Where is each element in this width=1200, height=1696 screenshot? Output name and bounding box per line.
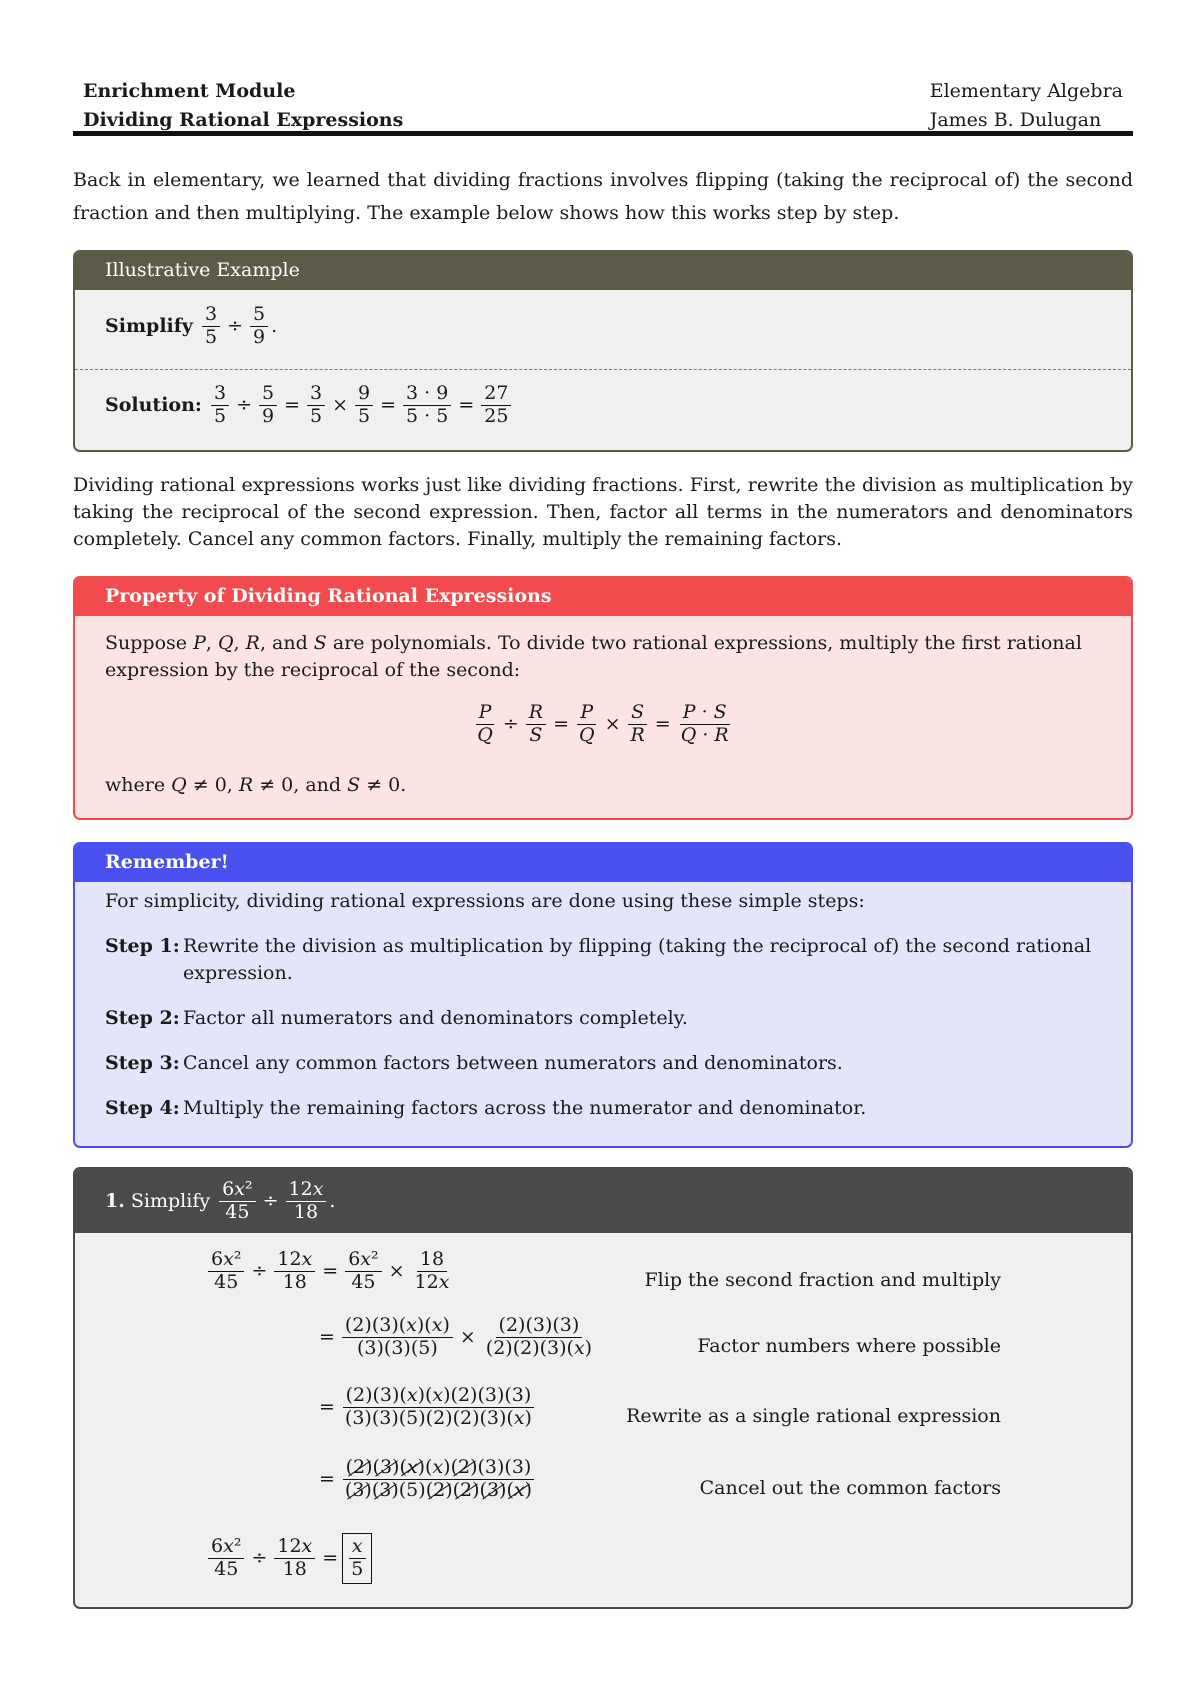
header-left xyxy=(83,77,403,135)
work-step-3: = $\frac{(2)(3)(x)(x)(2)(3)(3)}{(3)(3)(5)(2)(2)(3)(x)}$ xyxy=(315,1385,538,1430)
page-header xyxy=(73,74,1133,134)
property-title: Property of Dividing Rational Expressions xyxy=(75,578,1131,616)
illustrative-solution: Solution: $\frac{3}{5}$ ÷ $\frac{5}{9}$ = $\frac{3}{5}$ × $\frac{9}{5}$ = $\frac{3 \cdot 9}{5 \cdot 5}$ = $\frac{27}{25}$ xyxy=(105,383,514,428)
solution-label: Solution: xyxy=(105,394,202,417)
course-label: Elementary Algebra xyxy=(929,80,1123,102)
illustrative-example-box xyxy=(73,250,1133,452)
author-label: James B. Dulugan xyxy=(929,109,1102,131)
header-right xyxy=(930,77,1123,135)
step-2: Step 2: Factor all numerators and denominators completely. xyxy=(105,1007,688,1029)
note-3: Rewrite as a single rational expression xyxy=(626,1405,1001,1427)
work-step-4: = $\frac{(2)(3)(x)(x)(2)(3)(3)}{(3)(3)(5)(2)(2)(3)(x)}$ xyxy=(315,1457,538,1502)
work-step-1: $\frac{\text{6x²}}{45}$ ÷ $\frac{12x}{18}$ = $\frac{\text{6x²}}{45}$ × $\frac{18}{12x}$ xyxy=(205,1249,455,1294)
note-4: Cancel out the common factors xyxy=(699,1477,1001,1499)
remember-box xyxy=(73,842,1133,1148)
boxed-answer: $\frac{x}{5}$ xyxy=(342,1533,372,1584)
step-3: Step 3: Cancel any common factors between numerators and denominators. xyxy=(105,1052,843,1074)
remember-title: Remember! xyxy=(75,844,1131,882)
explanation-paragraph: Dividing rational expressions works just like dividing fractions. First, rewrite the division as multiplication by taking the reciprocal of the second expression. Then, factor all terms in the numerators and denominators completely. Cancel any common factors. Finally, multiply the remaining factors. xyxy=(73,474,1133,550)
note-2: Factor numbers where possible xyxy=(697,1335,1001,1357)
problem-number: 1. xyxy=(105,1190,125,1212)
simplify-label: Simplify xyxy=(105,315,193,338)
dashed-divider xyxy=(75,369,1131,370)
property-text: Suppose P, Q, R, and S are polynomials. To divide two rational expressions, multiply the first rational expression by the reciprocal of the second: xyxy=(105,632,1082,681)
problem-box xyxy=(73,1167,1133,1609)
property-box xyxy=(73,576,1133,820)
problem-header: 1. Simplify $\frac{\text{6x²}}{45}$ ÷ $\frac{12x}{18}$ . xyxy=(75,1169,1131,1233)
step-1: Step 1: Rewrite the division as multiplication by flipping (taking the reciprocal of) the second rational expression. xyxy=(105,935,1092,984)
note-1: Flip the second fraction and multiply xyxy=(644,1269,1001,1291)
problem-label: Simplify xyxy=(130,1190,211,1212)
property-conditions: where Q ≠ 0, R ≠ 0, and S ≠ 0. xyxy=(105,774,407,796)
property-formula: $\frac{P}{Q}$ ÷ $\frac{R}{S}$ = $\frac{P}{Q}$ × $\frac{S}{R}$ = $\frac{P \cdot S}{Q \cdot R}$ xyxy=(477,701,729,746)
illustrative-problem: Simplify $\frac{3}{5}$ ÷ $\frac{5}{9}$ . xyxy=(105,303,278,348)
final-answer-row: $\frac{\text{6x²}}{45}$ ÷ $\frac{12x}{18}$ = $\frac{x}{5}$ xyxy=(205,1533,372,1584)
module-label: Enrichment Module xyxy=(83,80,296,102)
illustrative-title: Illustrative Example xyxy=(75,252,1131,290)
intro-paragraph: Back in elementary, we learned that dividing fractions involves flipping (taking the reciprocal of) the second fraction and then multiplying. The example below shows how this works step by step. xyxy=(73,169,1133,224)
header-rule xyxy=(73,131,1133,136)
remember-content xyxy=(105,888,1101,1122)
step-4: Step 4: Multiply the remaining factors across the numerator and denominator. xyxy=(105,1097,867,1119)
topic-label: Dividing Rational Expressions xyxy=(83,109,404,131)
work-step-2: = $\frac{(2)(3)(x)(x)}{(3)(3)(5)}$ × $\frac{(2)(3)(3)}{(2)(2)(3)(x)}$ xyxy=(319,1314,593,1359)
remember-intro: For simplicity, dividing rational expressions are done using these simple steps: xyxy=(105,890,865,912)
